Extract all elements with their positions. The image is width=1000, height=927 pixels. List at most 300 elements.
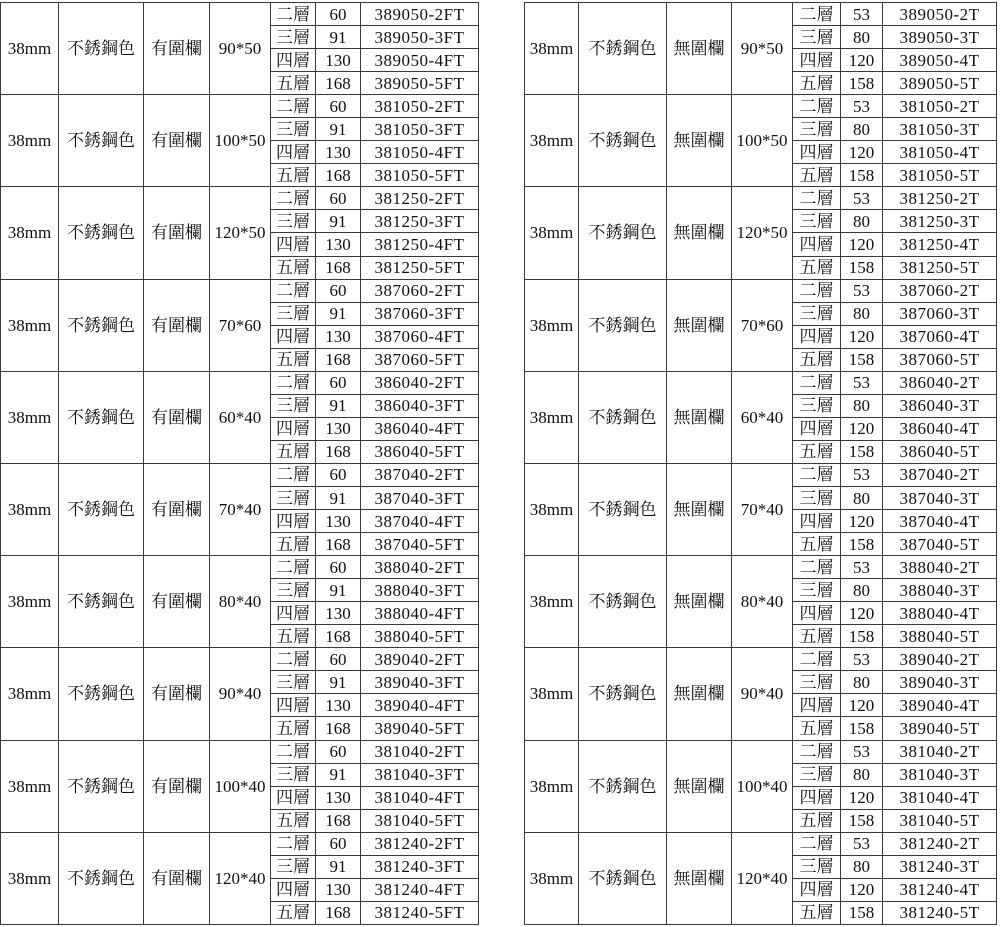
value-cell: 80: [841, 118, 883, 141]
size-cell: 120*40: [732, 832, 793, 924]
code-cell: 381240-4FT: [361, 878, 479, 901]
value-cell: 91: [316, 671, 361, 694]
code-cell: 381240-2T: [883, 832, 997, 855]
value-cell: 80: [841, 210, 883, 233]
code-cell: 389050-2FT: [361, 3, 479, 26]
color-cell: 不銹鋼色: [59, 740, 144, 832]
layer-cell: 二層: [271, 95, 316, 118]
code-cell: 388040-5FT: [361, 625, 479, 648]
size-cell: 120*50: [210, 187, 271, 279]
layer-cell: 三層: [793, 302, 841, 325]
layer-cell: 四層: [271, 417, 316, 440]
code-cell: 381050-2T: [883, 95, 997, 118]
layer-cell: 三層: [793, 671, 841, 694]
value-cell: 130: [316, 49, 361, 72]
size-cell: 100*50: [732, 95, 793, 187]
code-cell: 387060-3T: [883, 302, 997, 325]
thickness-cell: 38mm: [525, 187, 579, 279]
thickness-cell: 38mm: [1, 556, 59, 648]
color-cell: 不銹鋼色: [59, 832, 144, 924]
table-row: [525, 279, 997, 302]
code-cell: 381240-5FT: [361, 901, 479, 924]
code-cell: 381240-2FT: [361, 832, 479, 855]
layer-cell: 四層: [271, 233, 316, 256]
value-cell: 130: [316, 417, 361, 440]
size-cell: 120*40: [210, 832, 271, 924]
value-cell: 130: [316, 878, 361, 901]
code-cell: 389040-2T: [883, 648, 997, 671]
code-cell: 389040-2FT: [361, 648, 479, 671]
thickness-cell: 38mm: [1, 95, 59, 187]
code-cell: 387060-2T: [883, 279, 997, 302]
table-row: [525, 648, 997, 671]
fence-cell: 有圍欄: [144, 187, 210, 279]
layer-cell: 三層: [271, 579, 316, 602]
table-row: [1, 371, 479, 394]
value-cell: 60: [316, 3, 361, 26]
layer-cell: 五層: [271, 164, 316, 187]
layer-cell: 三層: [271, 118, 316, 141]
code-cell: 381040-4FT: [361, 786, 479, 809]
color-cell: 不銹鋼色: [59, 187, 144, 279]
layer-cell: 五層: [793, 901, 841, 924]
layer-cell: 二層: [271, 371, 316, 394]
layer-cell: 四層: [271, 325, 316, 348]
code-cell: 381040-2FT: [361, 740, 479, 763]
layer-cell: 五層: [793, 809, 841, 832]
thickness-cell: 38mm: [525, 95, 579, 187]
layer-cell: 二層: [271, 648, 316, 671]
code-cell: 387060-3FT: [361, 302, 479, 325]
code-cell: 381240-3T: [883, 855, 997, 878]
code-cell: 381250-3FT: [361, 210, 479, 233]
code-cell: 387060-5T: [883, 348, 997, 371]
value-cell: 91: [316, 855, 361, 878]
code-cell: 381240-5T: [883, 901, 997, 924]
value-cell: 158: [841, 256, 883, 279]
fence-cell: 有圍欄: [144, 556, 210, 648]
layer-cell: 二層: [271, 832, 316, 855]
thickness-cell: 38mm: [1, 3, 59, 95]
layer-cell: 三層: [793, 118, 841, 141]
layer-cell: 四層: [271, 141, 316, 164]
layer-cell: 二層: [793, 832, 841, 855]
table-row: [525, 3, 997, 26]
fence-cell: 無圍欄: [667, 463, 732, 555]
color-cell: 不銹鋼色: [59, 371, 144, 463]
layer-cell: 三層: [271, 671, 316, 694]
thickness-cell: 38mm: [525, 463, 579, 555]
value-cell: 120: [841, 510, 883, 533]
fence-cell: 無圍欄: [667, 648, 732, 740]
layer-cell: 二層: [793, 3, 841, 26]
value-cell: 130: [316, 510, 361, 533]
color-cell: 不銹鋼色: [579, 3, 667, 95]
code-cell: 386040-3FT: [361, 394, 479, 417]
code-cell: 387040-2FT: [361, 463, 479, 486]
thickness-cell: 38mm: [1, 187, 59, 279]
size-cell: 90*40: [732, 648, 793, 740]
code-cell: 389040-4FT: [361, 694, 479, 717]
fence-cell: 無圍欄: [667, 187, 732, 279]
value-cell: 80: [841, 671, 883, 694]
code-cell: 386040-3T: [883, 394, 997, 417]
code-cell: 381050-2FT: [361, 95, 479, 118]
color-cell: 不銹鋼色: [579, 648, 667, 740]
without-fence-table: [524, 2, 997, 925]
value-cell: 60: [316, 740, 361, 763]
fence-cell: 有圍欄: [144, 279, 210, 371]
value-cell: 53: [841, 556, 883, 579]
value-cell: 120: [841, 141, 883, 164]
layer-cell: 五層: [793, 348, 841, 371]
layer-cell: 五層: [271, 625, 316, 648]
value-cell: 158: [841, 440, 883, 463]
fence-cell: 有圍欄: [144, 95, 210, 187]
color-cell: 不銹鋼色: [579, 463, 667, 555]
code-cell: 389050-3FT: [361, 26, 479, 49]
value-cell: 168: [316, 625, 361, 648]
color-cell: 不銹鋼色: [59, 556, 144, 648]
code-cell: 381050-4T: [883, 141, 997, 164]
layer-cell: 四層: [271, 510, 316, 533]
layer-cell: 五層: [271, 717, 316, 740]
layer-cell: 三層: [271, 26, 316, 49]
color-cell: 不銹鋼色: [59, 463, 144, 555]
thickness-cell: 38mm: [525, 556, 579, 648]
fence-cell: 無圍欄: [667, 556, 732, 648]
fence-cell: 有圍欄: [144, 832, 210, 924]
code-cell: 381250-3T: [883, 210, 997, 233]
layer-cell: 五層: [793, 533, 841, 556]
value-cell: 158: [841, 72, 883, 95]
value-cell: 80: [841, 302, 883, 325]
value-cell: 158: [841, 533, 883, 556]
layer-cell: 三層: [271, 763, 316, 786]
layer-cell: 三層: [793, 763, 841, 786]
color-cell: 不銹鋼色: [579, 832, 667, 924]
color-cell: 不銹鋼色: [579, 95, 667, 187]
value-cell: 53: [841, 832, 883, 855]
layer-cell: 五層: [793, 72, 841, 95]
value-cell: 158: [841, 164, 883, 187]
value-cell: 168: [316, 440, 361, 463]
value-cell: 158: [841, 717, 883, 740]
value-cell: 120: [841, 325, 883, 348]
layer-cell: 四層: [793, 694, 841, 717]
value-cell: 158: [841, 901, 883, 924]
code-cell: 387060-5FT: [361, 348, 479, 371]
layer-cell: 四層: [271, 878, 316, 901]
table-row: [525, 463, 997, 486]
layer-cell: 三層: [793, 855, 841, 878]
value-cell: 60: [316, 187, 361, 210]
value-cell: 120: [841, 786, 883, 809]
layer-cell: 二層: [793, 556, 841, 579]
layer-cell: 五層: [793, 164, 841, 187]
layer-cell: 二層: [793, 648, 841, 671]
value-cell: 91: [316, 394, 361, 417]
layer-cell: 五層: [271, 256, 316, 279]
size-cell: 100*50: [210, 95, 271, 187]
thickness-cell: 38mm: [525, 371, 579, 463]
color-cell: 不銹鋼色: [59, 95, 144, 187]
layer-cell: 五層: [271, 440, 316, 463]
value-cell: 130: [316, 602, 361, 625]
value-cell: 168: [316, 348, 361, 371]
size-cell: 100*40: [732, 740, 793, 832]
layer-cell: 二層: [793, 279, 841, 302]
code-cell: 381240-4T: [883, 878, 997, 901]
layer-cell: 二層: [793, 187, 841, 210]
value-cell: 168: [316, 164, 361, 187]
code-cell: 389050-5T: [883, 72, 997, 95]
layer-cell: 三層: [793, 486, 841, 509]
layer-cell: 二層: [793, 740, 841, 763]
value-cell: 158: [841, 809, 883, 832]
code-cell: 387060-4T: [883, 325, 997, 348]
code-cell: 387040-5T: [883, 533, 997, 556]
layer-cell: 四層: [271, 694, 316, 717]
value-cell: 60: [316, 463, 361, 486]
code-cell: 386040-2FT: [361, 371, 479, 394]
layer-cell: 三層: [271, 855, 316, 878]
layer-cell: 四層: [793, 141, 841, 164]
code-cell: 381050-4FT: [361, 141, 479, 164]
value-cell: 80: [841, 394, 883, 417]
layer-cell: 二層: [793, 371, 841, 394]
value-cell: 130: [316, 786, 361, 809]
value-cell: 130: [316, 233, 361, 256]
with-fence-table-body: [1, 3, 479, 925]
code-cell: 381250-2T: [883, 187, 997, 210]
value-cell: 60: [316, 556, 361, 579]
size-cell: 70*60: [210, 279, 271, 371]
value-cell: 60: [316, 832, 361, 855]
code-cell: 381040-4T: [883, 786, 997, 809]
code-cell: 386040-4FT: [361, 417, 479, 440]
table-row: [525, 187, 997, 210]
value-cell: 53: [841, 187, 883, 210]
with-fence-table: [0, 2, 479, 925]
size-cell: 100*40: [210, 740, 271, 832]
value-cell: 91: [316, 210, 361, 233]
code-cell: 389040-5T: [883, 717, 997, 740]
color-cell: 不銹鋼色: [59, 279, 144, 371]
value-cell: 53: [841, 95, 883, 118]
value-cell: 60: [316, 648, 361, 671]
value-cell: 91: [316, 486, 361, 509]
value-cell: 53: [841, 279, 883, 302]
value-cell: 120: [841, 417, 883, 440]
thickness-cell: 38mm: [1, 279, 59, 371]
code-cell: 387060-2FT: [361, 279, 479, 302]
layer-cell: 四層: [793, 325, 841, 348]
thickness-cell: 38mm: [525, 279, 579, 371]
layer-cell: 三層: [793, 579, 841, 602]
layer-cell: 五層: [793, 440, 841, 463]
thickness-cell: 38mm: [1, 463, 59, 555]
thickness-cell: 38mm: [525, 740, 579, 832]
code-cell: 381040-3T: [883, 763, 997, 786]
size-cell: 90*40: [210, 648, 271, 740]
code-cell: 389040-5FT: [361, 717, 479, 740]
code-cell: 381050-3T: [883, 118, 997, 141]
code-cell: 381240-3FT: [361, 855, 479, 878]
value-cell: 130: [316, 325, 361, 348]
thickness-cell: 38mm: [1, 648, 59, 740]
size-cell: 70*40: [210, 463, 271, 555]
value-cell: 168: [316, 256, 361, 279]
size-cell: 70*60: [732, 279, 793, 371]
code-cell: 389040-4T: [883, 694, 997, 717]
code-cell: 387040-5FT: [361, 533, 479, 556]
layer-cell: 五層: [793, 717, 841, 740]
fence-cell: 有圍欄: [144, 740, 210, 832]
value-cell: 130: [316, 141, 361, 164]
code-cell: 388040-4T: [883, 602, 997, 625]
table-row: [525, 371, 997, 394]
value-cell: 91: [316, 302, 361, 325]
value-cell: 53: [841, 463, 883, 486]
layer-cell: 三層: [793, 26, 841, 49]
code-cell: 381250-4T: [883, 233, 997, 256]
value-cell: 91: [316, 118, 361, 141]
size-cell: 80*40: [732, 556, 793, 648]
table-row: [1, 648, 479, 671]
code-cell: 386040-5FT: [361, 440, 479, 463]
size-cell: 90*50: [210, 3, 271, 95]
layer-cell: 五層: [271, 901, 316, 924]
layer-cell: 三層: [271, 486, 316, 509]
fence-cell: 無圍欄: [667, 279, 732, 371]
value-cell: 80: [841, 579, 883, 602]
code-cell: 387040-4T: [883, 510, 997, 533]
code-cell: 389050-4FT: [361, 49, 479, 72]
layer-cell: 五層: [271, 72, 316, 95]
table-row: [525, 832, 997, 855]
code-cell: 381050-3FT: [361, 118, 479, 141]
layer-cell: 二層: [271, 463, 316, 486]
code-cell: 386040-4T: [883, 417, 997, 440]
code-cell: 387040-3T: [883, 486, 997, 509]
table-row: [1, 95, 479, 118]
layer-cell: 四層: [793, 49, 841, 72]
layer-cell: 四層: [793, 602, 841, 625]
value-cell: 91: [316, 26, 361, 49]
value-cell: 120: [841, 602, 883, 625]
color-cell: 不銹鋼色: [579, 556, 667, 648]
size-cell: 80*40: [210, 556, 271, 648]
value-cell: 168: [316, 901, 361, 924]
code-cell: 387060-4FT: [361, 325, 479, 348]
color-cell: 不銹鋼色: [59, 648, 144, 740]
code-cell: 381050-5T: [883, 164, 997, 187]
table-row: [1, 832, 479, 855]
code-cell: 381050-5FT: [361, 164, 479, 187]
value-cell: 130: [316, 694, 361, 717]
table-row: [1, 556, 479, 579]
layer-cell: 二層: [271, 279, 316, 302]
code-cell: 381040-3FT: [361, 763, 479, 786]
size-cell: 90*50: [732, 3, 793, 95]
size-cell: 60*40: [210, 371, 271, 463]
value-cell: 60: [316, 279, 361, 302]
layer-cell: 四層: [793, 417, 841, 440]
size-cell: 60*40: [732, 371, 793, 463]
value-cell: 168: [316, 533, 361, 556]
layer-cell: 二層: [271, 556, 316, 579]
value-cell: 53: [841, 740, 883, 763]
thickness-cell: 38mm: [525, 3, 579, 95]
value-cell: 120: [841, 878, 883, 901]
code-cell: 388040-2T: [883, 556, 997, 579]
color-cell: 不銹鋼色: [579, 279, 667, 371]
thickness-cell: 38mm: [1, 832, 59, 924]
value-cell: 53: [841, 3, 883, 26]
layer-cell: 二層: [271, 187, 316, 210]
fence-cell: 有圍欄: [144, 463, 210, 555]
code-cell: 381040-5FT: [361, 809, 479, 832]
layer-cell: 五層: [793, 256, 841, 279]
fence-cell: 無圍欄: [667, 832, 732, 924]
value-cell: 168: [316, 809, 361, 832]
value-cell: 168: [316, 717, 361, 740]
value-cell: 158: [841, 625, 883, 648]
layer-cell: 二層: [793, 95, 841, 118]
table-row: [525, 740, 997, 763]
layer-cell: 五層: [271, 809, 316, 832]
code-cell: 389040-3T: [883, 671, 997, 694]
layer-cell: 四層: [793, 786, 841, 809]
value-cell: 120: [841, 233, 883, 256]
code-cell: 381250-5FT: [361, 256, 479, 279]
layer-cell: 五層: [271, 533, 316, 556]
value-cell: 60: [316, 371, 361, 394]
table-row: [525, 556, 997, 579]
layer-cell: 二層: [271, 740, 316, 763]
value-cell: 168: [316, 72, 361, 95]
fence-cell: 無圍欄: [667, 740, 732, 832]
code-cell: 387040-4FT: [361, 510, 479, 533]
table-row: [525, 95, 997, 118]
code-cell: 388040-2FT: [361, 556, 479, 579]
color-cell: 不銹鋼色: [579, 740, 667, 832]
value-cell: 53: [841, 371, 883, 394]
table-row: [1, 463, 479, 486]
fence-cell: 有圍欄: [144, 371, 210, 463]
layer-cell: 三層: [271, 394, 316, 417]
value-cell: 120: [841, 694, 883, 717]
value-cell: 80: [841, 855, 883, 878]
table-row: [1, 740, 479, 763]
value-cell: 120: [841, 49, 883, 72]
value-cell: 158: [841, 348, 883, 371]
layer-cell: 五層: [271, 348, 316, 371]
layer-cell: 三層: [271, 302, 316, 325]
code-cell: 381250-5T: [883, 256, 997, 279]
size-cell: 70*40: [732, 463, 793, 555]
thickness-cell: 38mm: [1, 740, 59, 832]
layer-cell: 四層: [271, 49, 316, 72]
thickness-cell: 38mm: [525, 648, 579, 740]
value-cell: 80: [841, 26, 883, 49]
code-cell: 381250-2FT: [361, 187, 479, 210]
code-cell: 389050-2T: [883, 3, 997, 26]
code-cell: 381250-4FT: [361, 233, 479, 256]
color-cell: 不銹鋼色: [579, 187, 667, 279]
code-cell: 387040-3FT: [361, 486, 479, 509]
